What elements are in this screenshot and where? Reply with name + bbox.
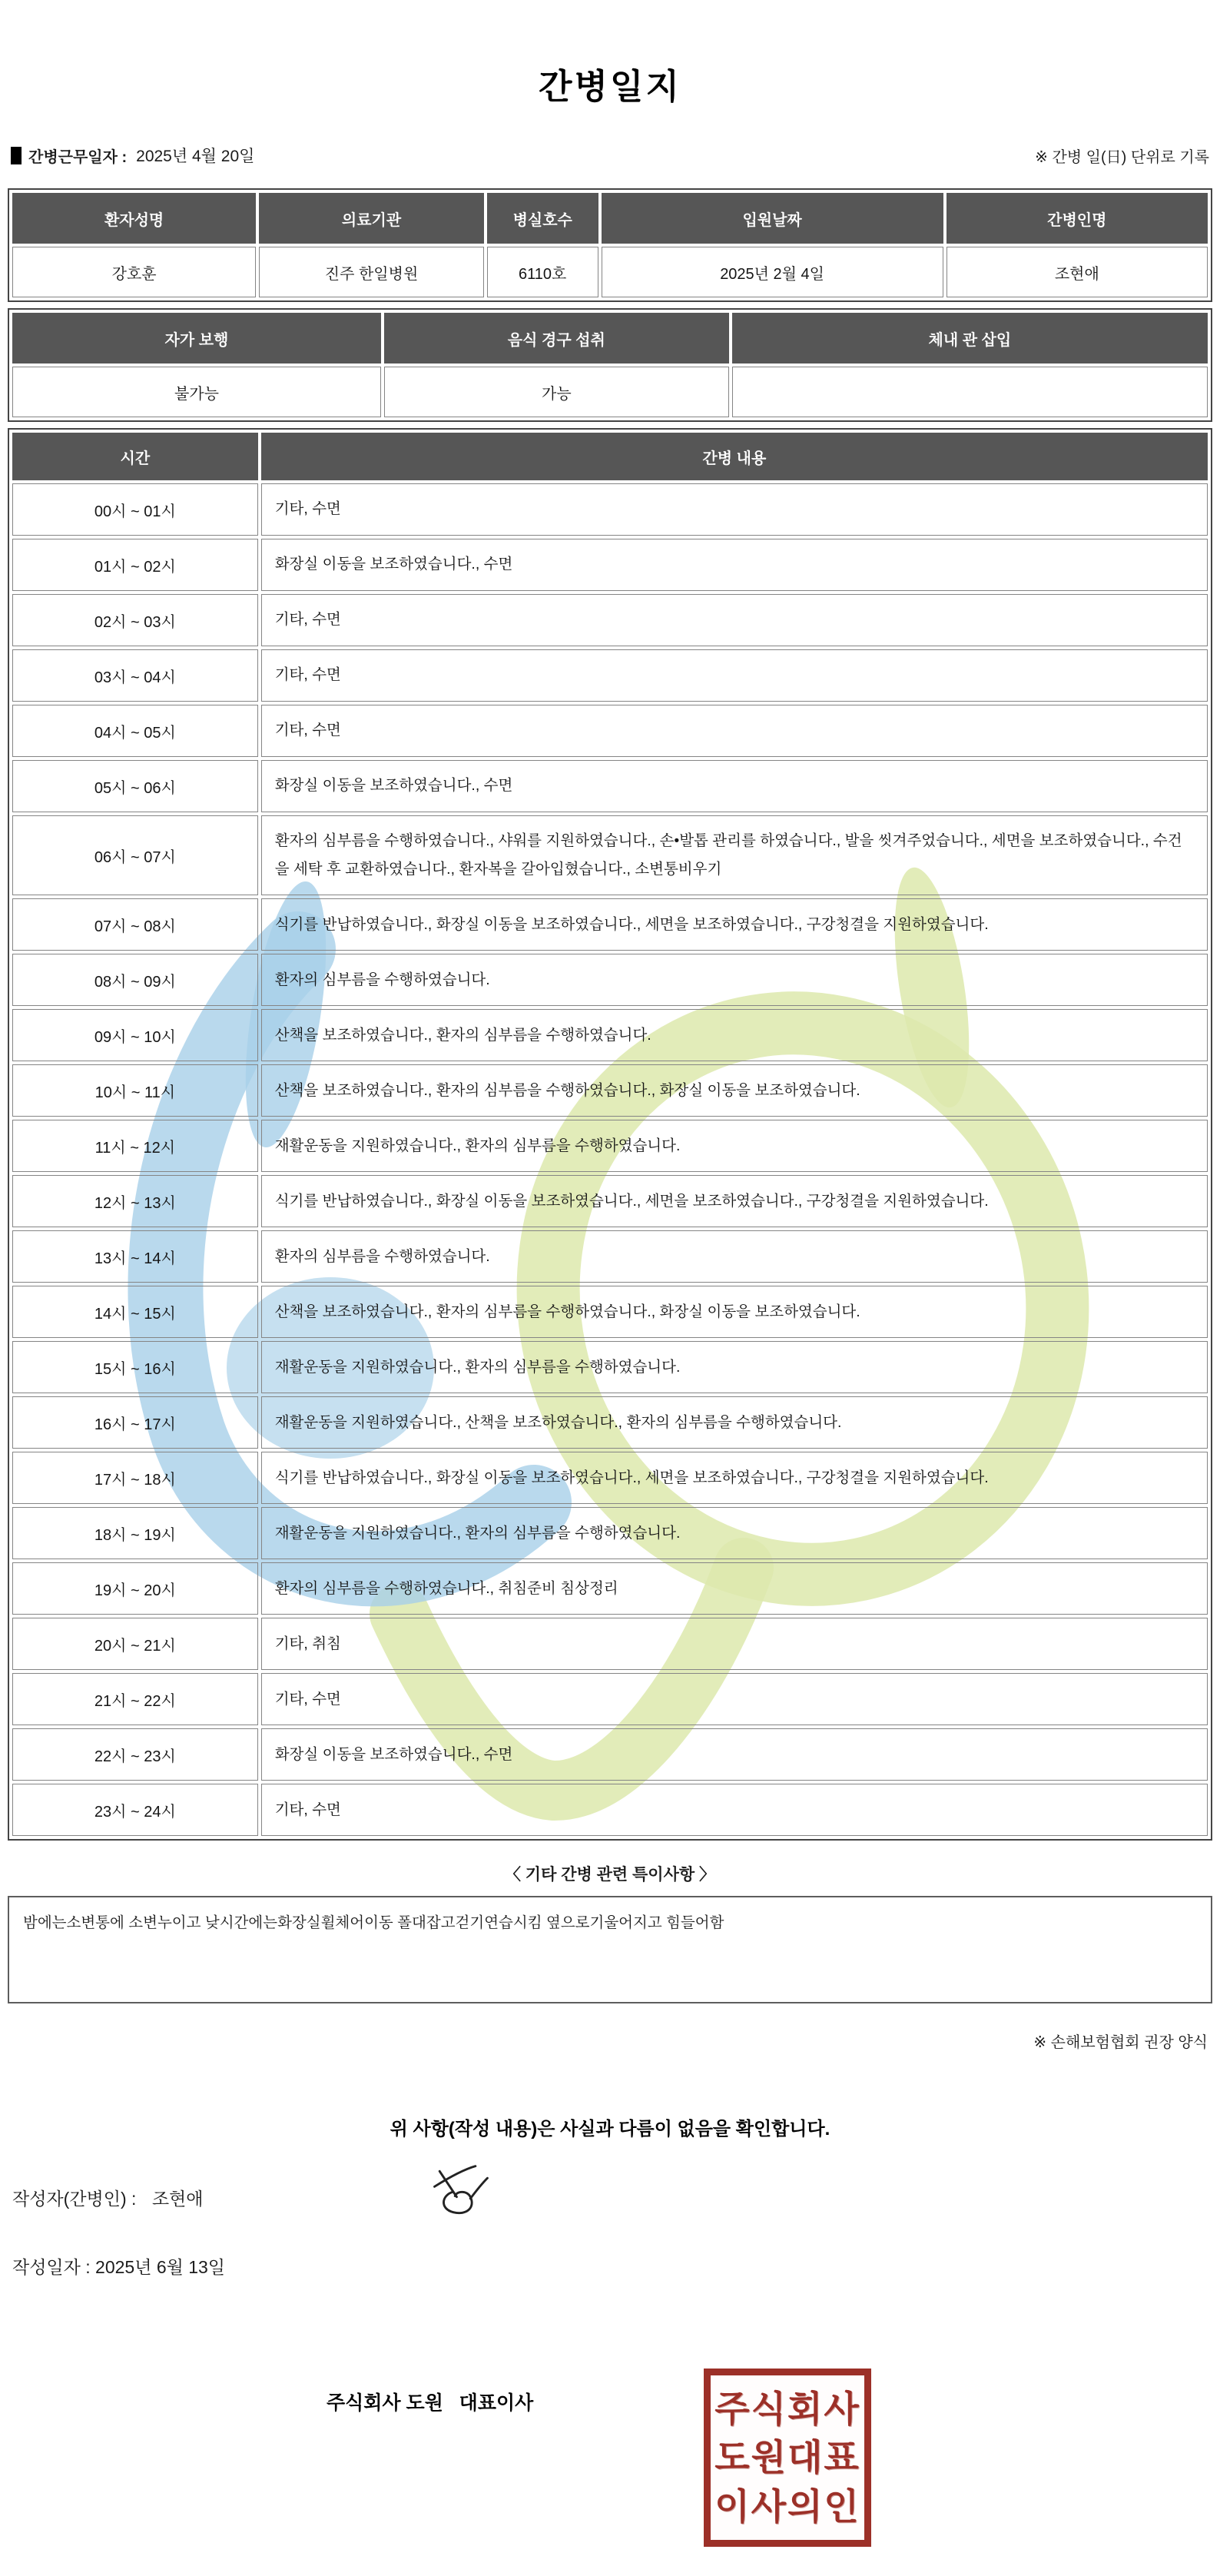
column-header: 환자성명 <box>12 193 256 244</box>
status-table-header-row <box>12 313 1208 363</box>
value-cell <box>732 367 1208 417</box>
value-cell: 2025년 2월 4일 <box>602 247 943 297</box>
time-cell: 19시 ~ 20시 <box>12 1562 258 1615</box>
daily-unit-note: ※ 간병 일(日) 단위로 기록 <box>1035 149 1209 166</box>
care-content-cell: 기타, 수면 <box>261 594 1208 646</box>
care-content-cell: 화장실 이동을 보조하였습니다., 수면 <box>261 760 1208 812</box>
table-row <box>12 1728 1208 1781</box>
care-content-cell: 환자의 심부름을 수행하였습니다., 샤워를 지원하였습니다., 손•발톱 관리를 하였습니다., 발을 씻겨주었습니다., 세면을 보조하였습니다., 수건을 세탁 후 교환하였습니다., 환자복을 갈아입혔습니다., 소변통비우기 <box>261 815 1208 895</box>
status-table <box>8 308 1212 422</box>
care-content-cell: 기타, 수면 <box>261 1673 1208 1725</box>
stamp-text-line: 주식회사 <box>714 2388 860 2429</box>
value-cell: 조현애 <box>946 247 1208 297</box>
table-row <box>12 898 1208 951</box>
care-table-header-row <box>12 433 1208 480</box>
table-row <box>12 1230 1208 1283</box>
time-cell: 15시 ~ 16시 <box>12 1341 258 1393</box>
date-label: 작성일자 : <box>12 2257 91 2278</box>
square-bullet-icon <box>11 147 22 164</box>
table-row <box>12 1618 1208 1670</box>
time-cell: 21시 ~ 22시 <box>12 1673 258 1725</box>
care-content-cell: 환자의 심부름을 수행하였습니다. <box>261 1230 1208 1283</box>
table-row <box>12 1507 1208 1559</box>
recommended-form-note: ※ 손해보험협회 권장 양식 <box>1033 2034 1208 2052</box>
stamp-text-line: 도원대표 <box>714 2437 860 2478</box>
time-cell: 17시 ~ 18시 <box>12 1452 258 1504</box>
care-content-cell: 기타, 수면 <box>261 483 1208 536</box>
time-column-header: 시간 <box>12 433 258 480</box>
time-cell: 00시 ~ 01시 <box>12 483 258 536</box>
care-content-cell: 기타, 수면 <box>261 1784 1208 1836</box>
written-date-line <box>8 2253 1212 2279</box>
page-title: 간병일지 <box>539 67 681 106</box>
table-row <box>12 1673 1208 1725</box>
time-cell: 20시 ~ 21시 <box>12 1618 258 1670</box>
table-row <box>12 1064 1208 1117</box>
work-date-label: 간병근무일자 : <box>28 148 128 166</box>
table-row <box>12 1120 1208 1172</box>
care-content-cell: 기타, 수면 <box>261 649 1208 702</box>
time-cell: 08시 ~ 09시 <box>12 954 258 1006</box>
value-cell: 불가능 <box>12 367 381 417</box>
work-date-line <box>8 144 1212 167</box>
table-row <box>12 1009 1208 1061</box>
care-content-cell: 화장실 이동을 보조하였습니다., 수면 <box>261 539 1208 591</box>
time-cell: 01시 ~ 02시 <box>12 539 258 591</box>
patient-table-header-row <box>12 193 1208 244</box>
stamp-text-line: 이사의인 <box>714 2485 860 2527</box>
special-notes-box: 밤에는소변통에 소변누이고 낮시간에는화장실휠체어이동 폴대잡고걷기연습시킴 옆으로기울어지고 힘들어함 <box>8 1896 1212 2003</box>
time-cell: 04시 ~ 05시 <box>12 705 258 757</box>
handwritten-signature <box>423 2160 499 2223</box>
table-row <box>12 1396 1208 1449</box>
work-date-group <box>11 144 254 167</box>
status-table-value-row <box>12 367 1208 417</box>
table-row <box>12 1784 1208 1836</box>
patient-table-value-row <box>12 247 1208 297</box>
care-content-cell: 환자의 심부름을 수행하였습니다., 취침준비 침상정리 <box>261 1562 1208 1615</box>
column-header: 간병인명 <box>946 193 1208 244</box>
writer-name: 조현애 <box>151 2189 204 2209</box>
care-content-cell: 재활운동을 지원하였습니다., 환자의 심부름을 수행하였습니다. <box>261 1507 1208 1559</box>
column-header: 의료기관 <box>259 193 484 244</box>
care-content-cell: 식기를 반납하였습니다., 화장실 이동을 보조하였습니다., 세면을 보조하였습니다., 구강청결을 지원하였습니다. <box>261 898 1208 951</box>
time-cell: 13시 ~ 14시 <box>12 1230 258 1283</box>
table-row <box>12 594 1208 646</box>
time-cell: 12시 ~ 13시 <box>12 1175 258 1227</box>
table-row <box>12 815 1208 895</box>
patient-info-table <box>8 188 1212 302</box>
value-cell: 가능 <box>384 367 729 417</box>
time-cell: 03시 ~ 04시 <box>12 649 258 702</box>
care-content-cell: 식기를 반납하였습니다., 화장실 이동을 보조하였습니다., 세면을 보조하였습니다., 구강청결을 지원하였습니다. <box>261 1452 1208 1504</box>
care-table-body <box>12 483 1208 1836</box>
time-cell: 10시 ~ 11시 <box>12 1064 258 1117</box>
confirmation-statement: 위 사항(작성 내용)은 사실과 다름이 없음을 확인합니다. <box>390 2119 830 2140</box>
table-row <box>12 539 1208 591</box>
company-seal-stamp <box>704 2369 871 2547</box>
column-header: 자가 보행 <box>12 313 381 363</box>
care-content-cell: 산책을 보조하였습니다., 환자의 심부름을 수행하였습니다., 화장실 이동을 보조하였습니다. <box>261 1064 1208 1117</box>
care-content-cell: 재활운동을 지원하였습니다., 환자의 심부름을 수행하였습니다. <box>261 1120 1208 1172</box>
time-cell: 06시 ~ 07시 <box>12 815 258 895</box>
care-content-cell: 산책을 보조하였습니다., 환자의 심부름을 수행하였습니다. <box>261 1009 1208 1061</box>
time-cell: 16시 ~ 17시 <box>12 1396 258 1449</box>
care-content-cell: 기타, 수면 <box>261 705 1208 757</box>
content-column-header: 간병 내용 <box>261 433 1208 480</box>
care-content-cell: 재활운동을 지원하였습니다., 산책을 보조하였습니다., 환자의 심부름을 수행하였습니다. <box>261 1396 1208 1449</box>
column-header: 병실호수 <box>487 193 598 244</box>
care-content-cell: 재활운동을 지원하였습니다., 환자의 심부름을 수행하였습니다. <box>261 1341 1208 1393</box>
writer-line <box>8 2185 1212 2210</box>
time-cell: 18시 ~ 19시 <box>12 1507 258 1559</box>
table-row <box>12 705 1208 757</box>
time-cell: 02시 ~ 03시 <box>12 594 258 646</box>
time-cell: 05시 ~ 06시 <box>12 760 258 812</box>
care-content-cell: 식기를 반납하였습니다., 화장실 이동을 보조하였습니다., 세면을 보조하였습니다., 구강청결을 지원하였습니다. <box>261 1175 1208 1227</box>
date-value: 2025년 6월 13일 <box>95 2257 226 2278</box>
table-row <box>12 1452 1208 1504</box>
table-row <box>12 1286 1208 1338</box>
value-cell: 진주 한일병원 <box>259 247 484 297</box>
time-cell: 23시 ~ 24시 <box>12 1784 258 1836</box>
time-cell: 07시 ~ 08시 <box>12 898 258 951</box>
column-header: 체내 관 삽입 <box>732 313 1208 363</box>
care-content-cell: 화장실 이동을 보조하였습니다., 수면 <box>261 1728 1208 1781</box>
value-cell: 강호훈 <box>12 247 256 297</box>
writer-label: 작성자(간병인) : <box>12 2189 137 2209</box>
special-notes-heading: 〈 기타 간병 관련 특이사항 〉 <box>504 1866 716 1884</box>
table-row <box>12 760 1208 812</box>
column-header: 입원날짜 <box>602 193 943 244</box>
care-content-cell: 산책을 보조하였습니다., 환자의 심부름을 수행하였습니다., 화장실 이동을 보조하였습니다. <box>261 1286 1208 1338</box>
table-row <box>12 649 1208 702</box>
work-date-value: 2025년 4월 20일 <box>136 148 255 165</box>
table-row <box>12 483 1208 536</box>
value-cell: 6110호 <box>487 247 598 297</box>
care-content-cell: 기타, 취침 <box>261 1618 1208 1670</box>
table-row <box>12 1562 1208 1615</box>
care-content-cell: 환자의 심부름을 수행하였습니다. <box>261 954 1208 1006</box>
company-ceo-line: 주식회사 도원 대표이사 <box>327 2392 534 2415</box>
care-log-table <box>8 428 1212 1841</box>
table-row <box>12 954 1208 1006</box>
table-row <box>12 1175 1208 1227</box>
time-cell: 14시 ~ 15시 <box>12 1286 258 1338</box>
time-cell: 09시 ~ 10시 <box>12 1009 258 1061</box>
table-row <box>12 1341 1208 1393</box>
column-header: 음식 경구 섭취 <box>384 313 729 363</box>
time-cell: 22시 ~ 23시 <box>12 1728 258 1781</box>
time-cell: 11시 ~ 12시 <box>12 1120 258 1172</box>
